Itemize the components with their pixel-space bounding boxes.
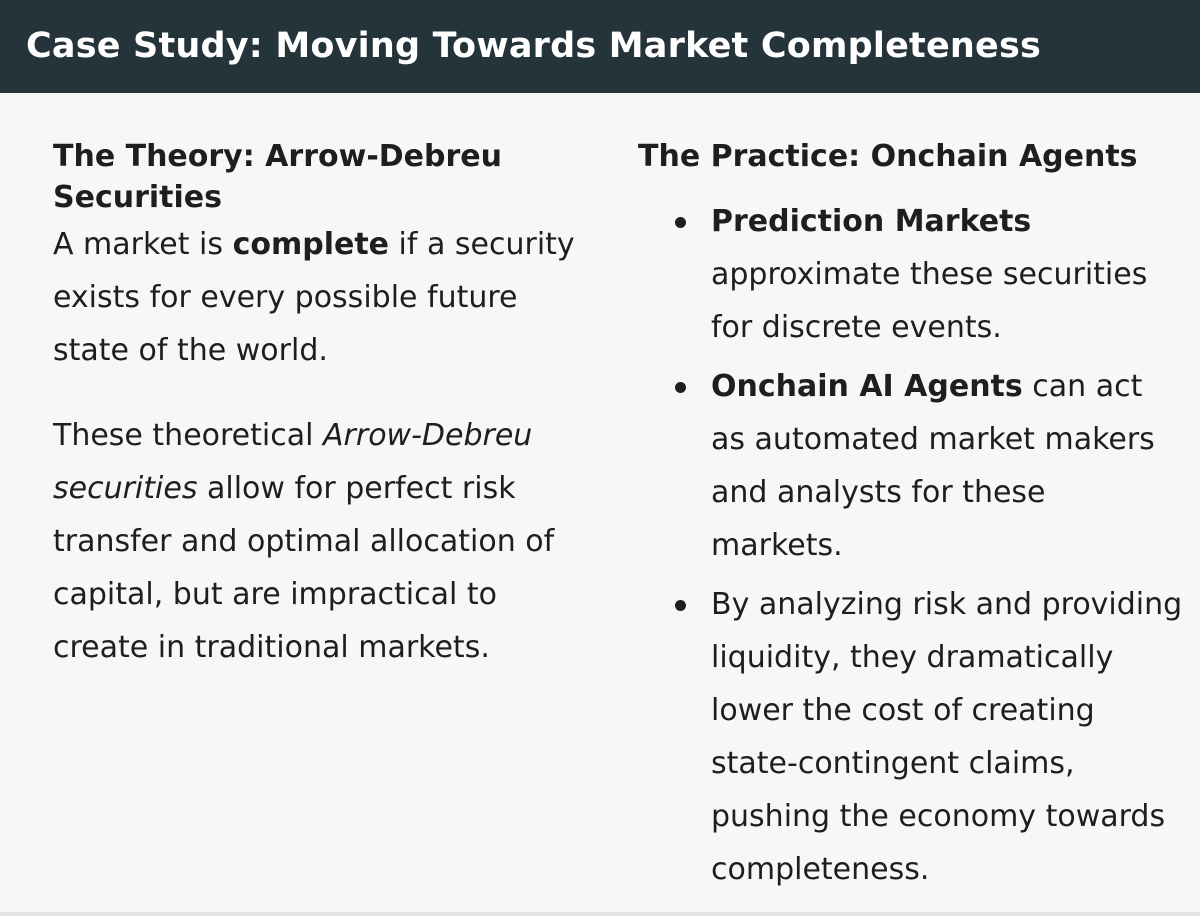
theory-p1-pre: A market is	[53, 227, 233, 262]
bullet-dot-icon	[675, 382, 686, 393]
theory-p2-pre: These theoretical	[53, 418, 323, 453]
title-bar	[0, 0, 1200, 93]
bullet-2-text: can act as automated market makers and analysts for these markets.	[711, 369, 1155, 563]
bullet-1-bold: Prediction Markets	[711, 204, 1032, 239]
theory-p2-italic: Arrow-Debreu securities	[53, 418, 533, 506]
practice-bullet-list	[638, 195, 1183, 896]
practice-heading: The Practice: Onchain Agents	[638, 139, 1138, 174]
bottom-divider	[0, 912, 1200, 916]
bullet-dot-icon	[675, 600, 686, 611]
bullet-item-onchain-ai-agents	[638, 360, 1183, 572]
practice-column	[638, 136, 1183, 902]
bullet-2-bold: Onchain AI Agents	[711, 369, 1023, 404]
bullet-dot-icon	[675, 217, 686, 228]
slide-title: Case Study: Moving Towards Market Completeness	[26, 26, 1042, 66]
theory-paragraph-2	[53, 409, 593, 674]
bullet-1-text: approximate these securities for discrete events.	[711, 257, 1148, 345]
theory-column	[53, 136, 593, 674]
bullet-item-analyzing-risk	[638, 578, 1183, 896]
bullet-item-prediction-markets	[638, 195, 1183, 354]
theory-paragraph-1	[53, 218, 593, 377]
theory-p1-bold: complete	[232, 227, 390, 262]
theory-p2-post: allow for perfect risk transfer and optimal allocation of capital, but are impractical to create in traditional markets.	[53, 471, 555, 665]
theory-heading: The Theory: Arrow-Debreu Securities	[53, 139, 502, 215]
bullet-3-text: By analyzing risk and providing liquidity, they dramatically lower the cost of creating state-contingent claims, pushing the economy towards completeness.	[711, 587, 1183, 887]
theory-p1-post: if a security exists for every possible future state of the world.	[53, 227, 575, 368]
